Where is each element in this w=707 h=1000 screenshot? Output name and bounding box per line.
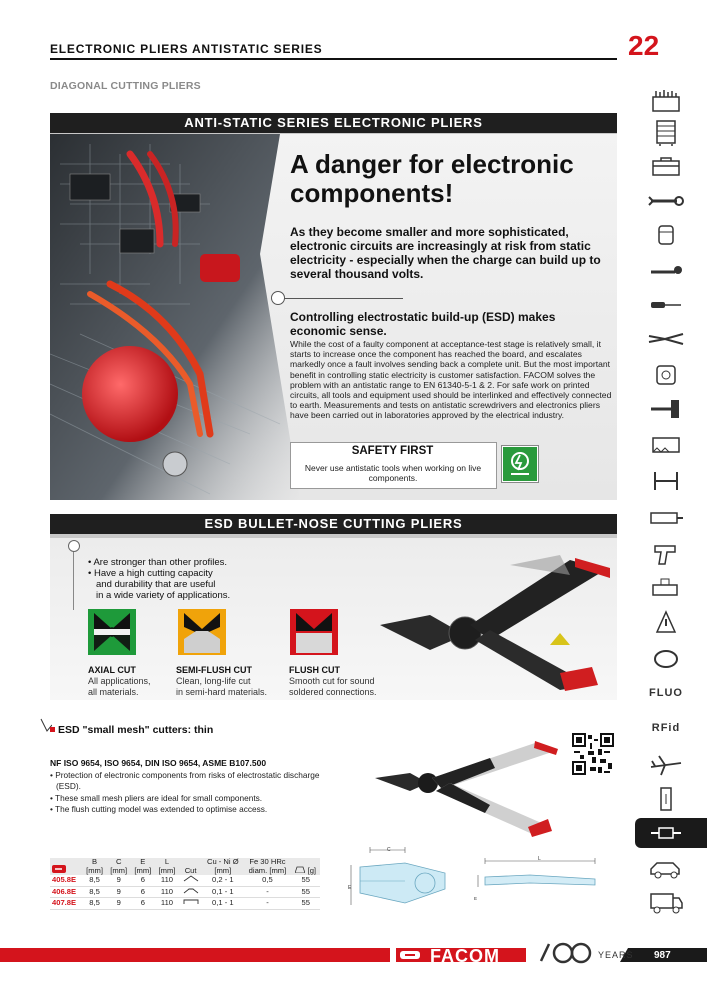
- feature-line: • The flush cutting model was extended to optimise access.: [50, 803, 268, 814]
- dimension-c-label: C: [387, 847, 391, 853]
- truck-icon[interactable]: [647, 890, 685, 916]
- product-ref[interactable]: 407.8E: [52, 898, 77, 907]
- cell-cut: [179, 886, 202, 898]
- ref-header: [50, 858, 82, 875]
- electrical-icon[interactable]: [647, 786, 685, 812]
- cell-l: 110: [160, 875, 174, 884]
- centenary-100-logo: [535, 941, 595, 965]
- wrench-icon[interactable]: [647, 188, 685, 214]
- cell-e: 6: [140, 875, 145, 884]
- vise-icon[interactable]: [647, 575, 685, 601]
- hose-clamp-icon[interactable]: [647, 646, 685, 672]
- pliers-icon[interactable]: [647, 326, 685, 352]
- page-number: 987: [654, 950, 671, 961]
- dimension-e-label: E: [474, 896, 478, 901]
- col-c-header: C [mm]: [110, 857, 128, 875]
- socket-icon[interactable]: [647, 222, 685, 248]
- semi-flush-cut-desc: [176, 676, 286, 697]
- flush-cut-desc: [289, 676, 399, 697]
- feature-line: (ESD).: [56, 781, 81, 792]
- desc-line: Smooth cut for sound: [289, 676, 375, 686]
- side-nav-rfid[interactable]: RFid: [651, 722, 681, 734]
- callout-line: [278, 298, 403, 299]
- col-l-header: L [mm]: [158, 857, 176, 875]
- cell-weight: 55: [301, 898, 310, 907]
- desc-line: Clean, long-life cut: [176, 676, 251, 686]
- cell-cuni: 0,1 - 1: [212, 898, 234, 907]
- saw-icon[interactable]: [647, 432, 685, 458]
- cell-b: 8,5: [89, 886, 100, 896]
- toolbox-icon[interactable]: [647, 153, 685, 179]
- banner-antistatic-series: ANTI-STATIC SERIES ELECTRONIC PLIERS: [50, 113, 617, 133]
- section-title: ESD "small mesh" cutters: thin: [58, 724, 214, 736]
- feature-list: [50, 770, 350, 815]
- tape-measure-icon[interactable]: [647, 362, 685, 388]
- cell-e: 6: [140, 886, 145, 896]
- section-number: 22: [628, 30, 660, 61]
- section-red-marker: [50, 727, 55, 732]
- cell-l: 110: [160, 886, 174, 896]
- small-mesh-cutters-photo: [370, 733, 560, 843]
- col-cut-header: Cut: [184, 865, 197, 875]
- cell-fe: -: [266, 898, 269, 907]
- hero-heading: A danger for electronic components!: [290, 149, 574, 208]
- feature-line: • These small mesh pliers are ideal for small components.: [50, 792, 263, 803]
- antistatic-safety-icon: [502, 446, 538, 482]
- desc-line: All applications,: [88, 676, 151, 686]
- cell-b: 8,5: [89, 898, 100, 907]
- esd-body-text: While the cost of a faulty component at acceptance-test stage is relatively small, it starts to increase once the component has reached the board, and escalates markedly once a fault involves sending back a complete unit. But the most important benefit in controlling static electricity is customer satisfaction. FACOM solves the problem with an antistatic range to EN 61340-5-1 & 2. For safe work on printed circuits, all tools and equipment used should be interlinked and effectively connected to earth. Measurements and tests on antistatic screwdrivers and electronics pliers have been carried out in laboratories approved by the electrical industry.: [290, 339, 612, 421]
- cell-fe: -: [266, 886, 269, 896]
- esd-heading: Controlling electrostatic build-up (ESD) makes economic sense.: [290, 310, 556, 338]
- axial-cut-label: AXIAL CUT: [88, 665, 136, 675]
- cell-weight: 55: [301, 875, 310, 884]
- cell-cuni: 0,1 - 1: [212, 886, 234, 896]
- car-icon[interactable]: [647, 856, 685, 882]
- axial-cut-symbol-icon: [183, 875, 199, 882]
- dimension-e-label: E: [348, 885, 352, 891]
- flush-cut-label: FLUSH CUT: [289, 665, 340, 675]
- plier-side-drawing: [470, 855, 610, 905]
- plier-head-drawing: [345, 845, 460, 910]
- tool-cabinet-icon[interactable]: [647, 120, 685, 146]
- cell-cut: [179, 875, 202, 886]
- feature-bullets: [88, 557, 268, 601]
- qr-code[interactable]: [572, 733, 614, 775]
- facom-brand-logo: FACOM: [430, 946, 500, 966]
- esd-pliers-photo: [370, 545, 615, 695]
- torque-tool-icon[interactable]: [647, 505, 685, 531]
- product-ref[interactable]: 405.8E: [52, 875, 77, 884]
- table-row: [50, 898, 320, 910]
- col-b-header: B [mm]: [86, 857, 103, 875]
- product-ref[interactable]: 406.8E: [52, 886, 77, 896]
- dimension-l-label: L: [538, 856, 541, 862]
- cell-c: 9: [116, 875, 121, 884]
- flush-cut-icon: [290, 609, 338, 655]
- semi-flush-cut-icon: [178, 609, 226, 655]
- impact-wrench-icon[interactable]: [647, 540, 685, 566]
- weight-icon: [295, 866, 305, 873]
- header-rule: [50, 58, 617, 60]
- flush-cut-symbol-icon: [183, 898, 199, 905]
- bullet-line: in a wide variety of applications.: [96, 590, 231, 601]
- tool-set-icon[interactable]: [647, 88, 685, 114]
- callout-marker-2: [68, 540, 80, 552]
- cell-cuni: 0,2 - 1: [212, 875, 234, 884]
- puller-icon[interactable]: [647, 468, 685, 494]
- airplane-icon[interactable]: [647, 752, 685, 778]
- bullet-line: • Have a high cutting capacity: [88, 568, 213, 579]
- semi-flush-cut-symbol-icon: [183, 887, 199, 894]
- cell-c: 9: [116, 886, 121, 896]
- electronics-icon[interactable]: [647, 820, 685, 846]
- desc-line: soldered connections.: [289, 686, 377, 697]
- hero-lead-text: As they become smaller and more sophisticated, electronic circuits are increasingly at risk from static electricity - especially when the charge can build up to several thousand volts.: [290, 225, 601, 281]
- table-header-row: [50, 858, 320, 875]
- callout-line-2: [73, 545, 74, 610]
- callout-marker: [271, 291, 285, 305]
- facom-mini-logo-icon: [52, 865, 66, 873]
- safety-icon[interactable]: [647, 610, 685, 636]
- col-cuni-header: Cu - Ni Ø [mm]: [206, 857, 239, 875]
- col-weight-header: [g]: [292, 858, 321, 875]
- safety-title: SAFETY FIRST: [351, 445, 434, 457]
- years-label: YEARS: [598, 950, 634, 960]
- standards-line: NF ISO 9654, ISO 9654, DIN ISO 9654, ASME B107.500: [50, 758, 267, 768]
- page-subtitle: DIAGONAL CUTTING PLIERS: [50, 80, 201, 92]
- desc-line: all materials.: [88, 686, 139, 697]
- hammer-icon[interactable]: [647, 396, 685, 422]
- side-nav-fluo[interactable]: FLUO: [649, 687, 683, 699]
- cell-l: 110: [160, 898, 174, 907]
- col-e-header: E [mm]: [134, 857, 152, 875]
- table-row: [50, 886, 320, 898]
- page-header-title: ELECTRONIC PLIERS ANTISTATIC SERIES: [50, 42, 323, 56]
- cell-c: 9: [116, 898, 121, 907]
- bullet-line: • Are stronger than other profiles.: [88, 557, 228, 568]
- spec-table: [50, 858, 320, 910]
- cell-e: 6: [140, 898, 145, 907]
- bullet-line: and durability that are useful: [96, 579, 216, 590]
- cell-cut: [179, 898, 202, 910]
- ratchet-icon[interactable]: [647, 257, 685, 283]
- cell-weight: 55: [301, 886, 310, 896]
- banner-bullet-nose-pliers: ESD BULLET-NOSE CUTTING PLIERS: [50, 514, 617, 534]
- cell-b: 8,5: [89, 875, 100, 884]
- screwdriver-icon[interactable]: [647, 292, 685, 318]
- axial-cut-icon: [88, 609, 136, 655]
- table-row: [50, 875, 320, 886]
- cell-fe: 0,5: [262, 875, 273, 884]
- feature-line: • Protection of electronic components from risks of electrostatic discharge: [50, 770, 320, 780]
- safety-text: Never use antistatic tools when working on live components.: [304, 463, 482, 483]
- desc-line: in semi-hard materials.: [176, 686, 268, 697]
- semi-flush-cut-label: SEMI-FLUSH CUT: [176, 665, 252, 675]
- col-fe-header: Fe 30 HRc diam. [mm]: [248, 857, 287, 875]
